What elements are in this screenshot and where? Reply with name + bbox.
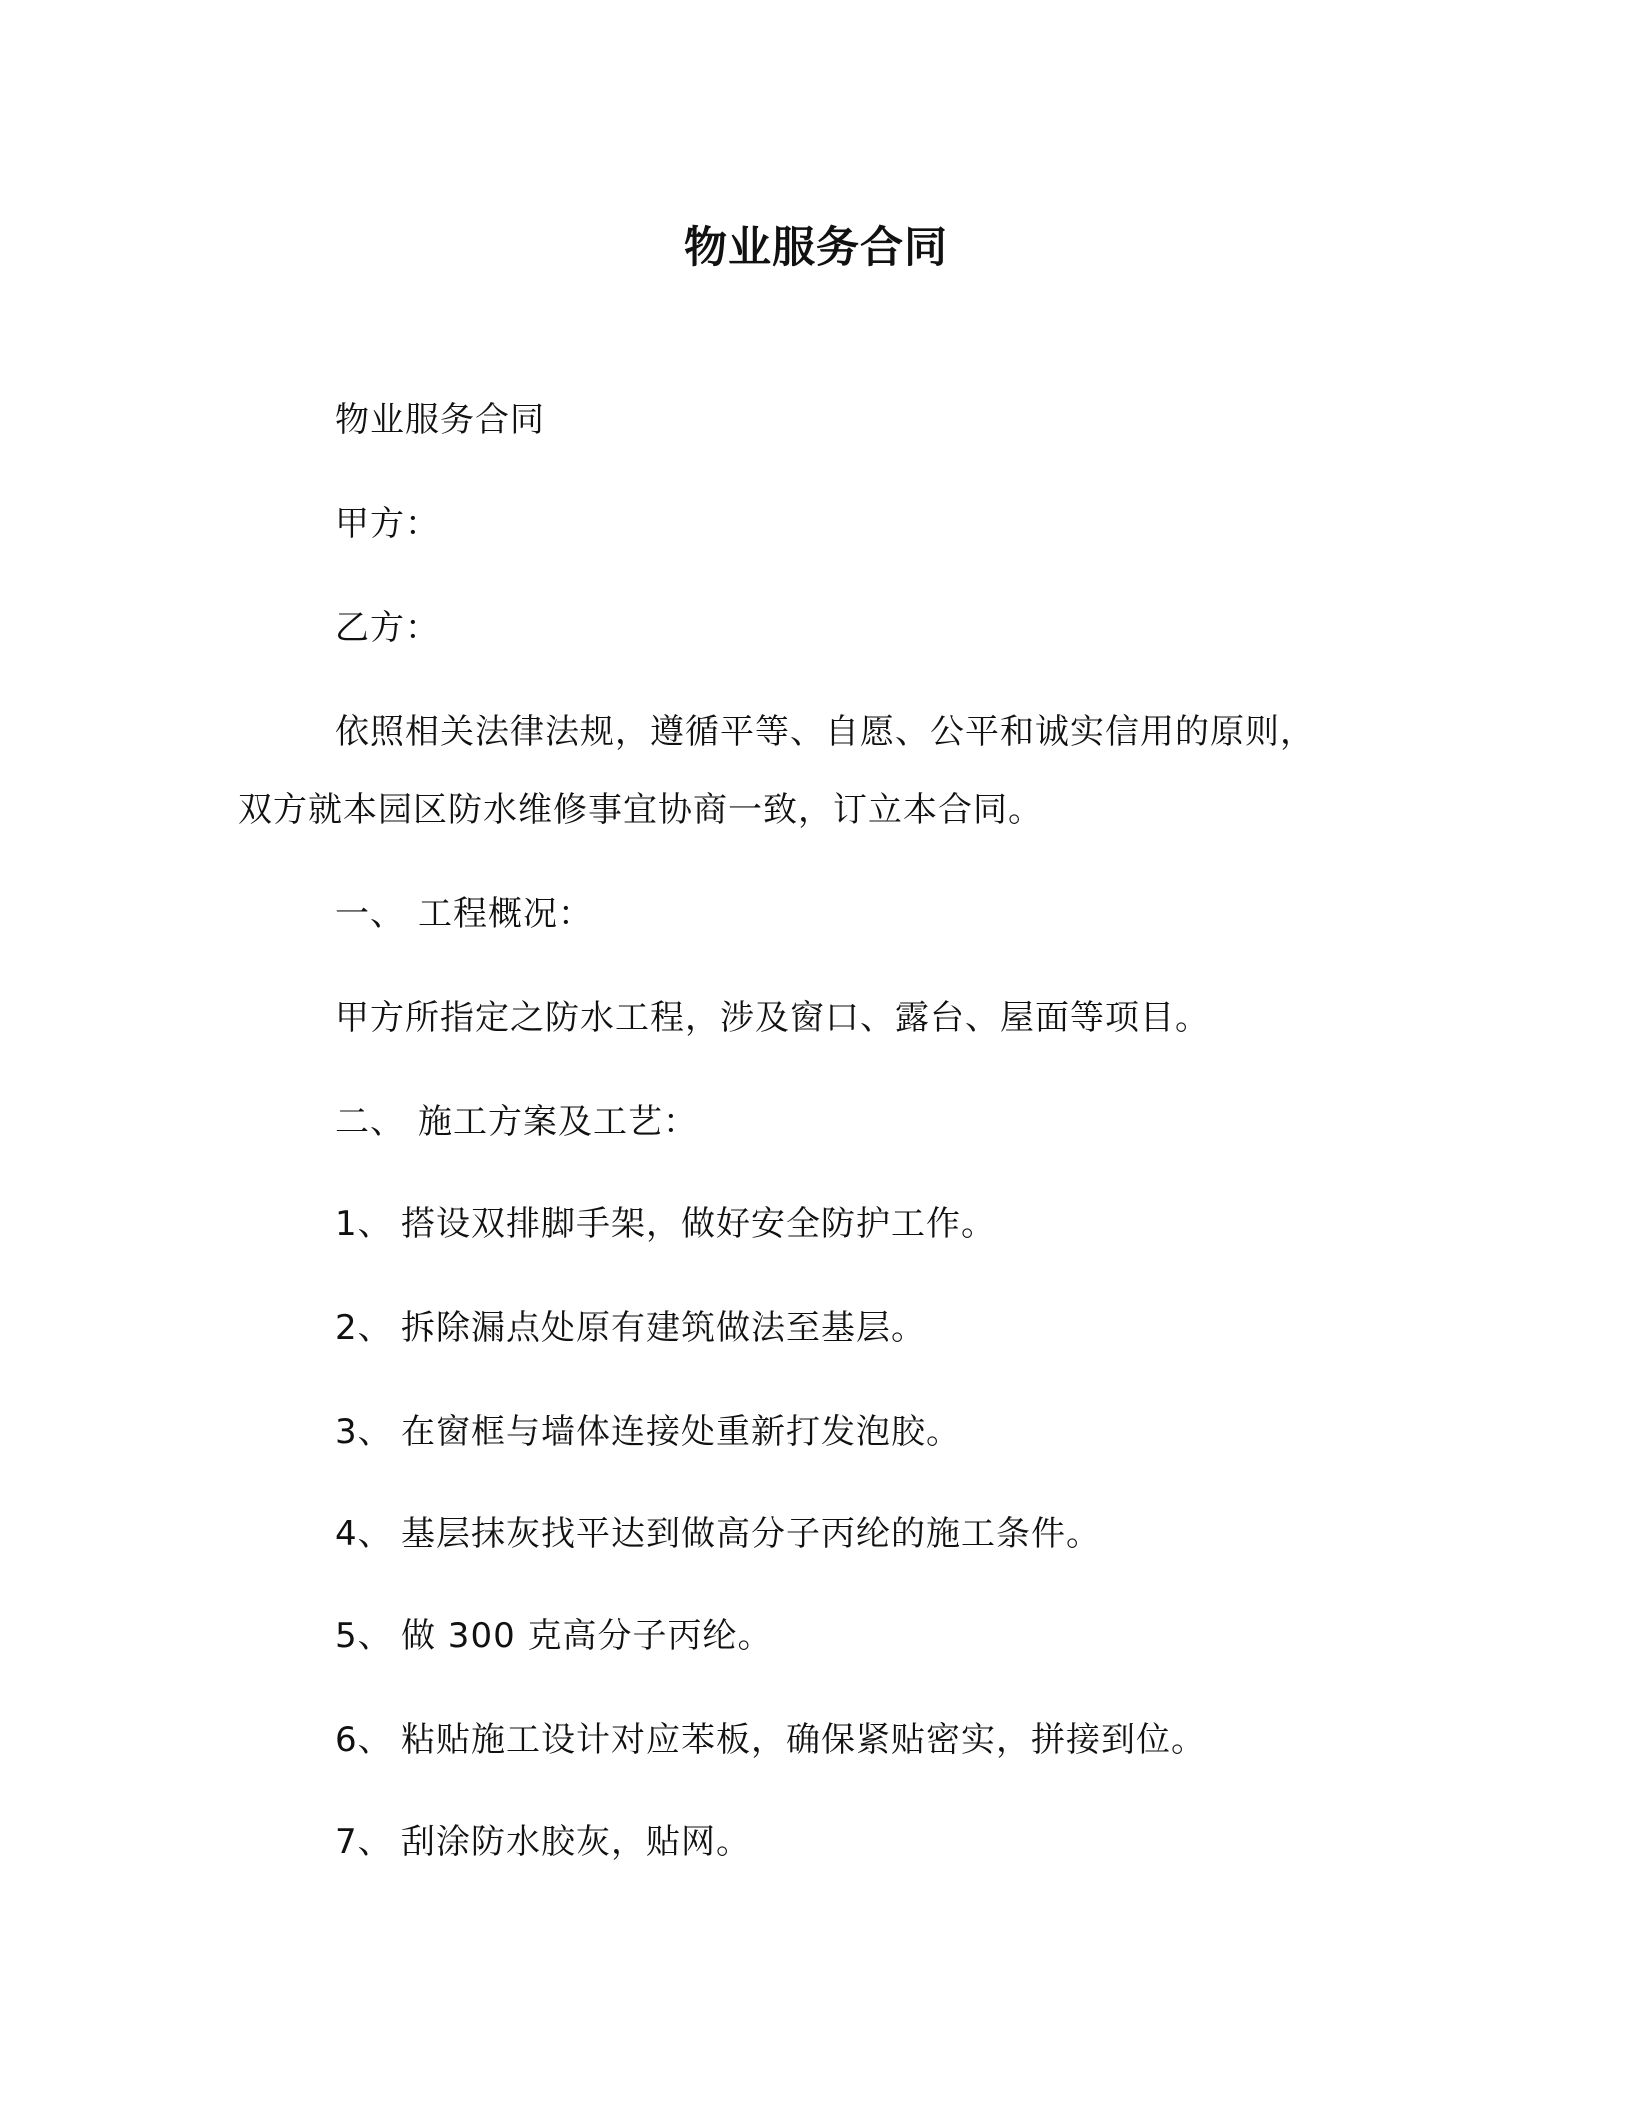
section-2-title: 施工方案及工艺： <box>418 1102 698 1142</box>
list-item-text: 刮涂防水胶灰，贴网。 <box>401 1822 751 1862</box>
list-item <box>335 1612 773 1660</box>
list-item-number: 5、 <box>335 1616 393 1656</box>
list-item-number: 4、 <box>335 1514 393 1554</box>
section-2-number: 二、 <box>335 1102 405 1142</box>
list-item <box>335 1818 751 1866</box>
section-1-heading <box>335 890 593 938</box>
list-item <box>335 1304 926 1352</box>
list-item-text: 搭设双排脚手架，做好安全防护工作。 <box>401 1204 996 1244</box>
list-item <box>335 1200 996 1248</box>
party-a-label: 甲方： <box>335 504 440 544</box>
preamble-line-1: 依照相关法律法规，遵循平等、自愿、公平和诚实信用的原则， <box>335 712 1315 752</box>
list-item-number: 3、 <box>335 1412 393 1452</box>
list-item <box>335 1716 1206 1764</box>
preamble-line-2: 双方就本园区防水维修事宜协商一致，订立本合同。 <box>238 790 1043 830</box>
section-2-heading <box>335 1098 698 1146</box>
party-b-label: 乙方： <box>335 608 440 648</box>
document-subtitle: 物业服务合同 <box>335 400 545 440</box>
document-title: 物业服务合同 <box>684 223 948 273</box>
section-1-body: 甲方所指定之防水工程，涉及窗口、露台、屋面等项目。 <box>335 998 1210 1038</box>
list-item-text: 在窗框与墙体连接处重新打发泡胶。 <box>401 1412 961 1452</box>
list-item-number: 7、 <box>335 1822 393 1862</box>
list-item-number: 6、 <box>335 1720 393 1760</box>
list-item <box>335 1408 961 1456</box>
list-item <box>335 1510 1101 1558</box>
list-item-text: 拆除漏点处原有建筑做法至基层。 <box>401 1308 926 1348</box>
list-item-number: 1、 <box>335 1204 393 1244</box>
section-1-number: 一、 <box>335 894 405 934</box>
section-1-title: 工程概况： <box>418 894 593 934</box>
list-item-text: 做 300 克高分子丙纶。 <box>401 1616 773 1656</box>
list-item-number: 2、 <box>335 1308 393 1348</box>
list-item-text: 基层抹灰找平达到做高分子丙纶的施工条件。 <box>401 1514 1101 1554</box>
list-item-text: 粘贴施工设计对应苯板，确保紧贴密实，拼接到位。 <box>401 1720 1206 1760</box>
